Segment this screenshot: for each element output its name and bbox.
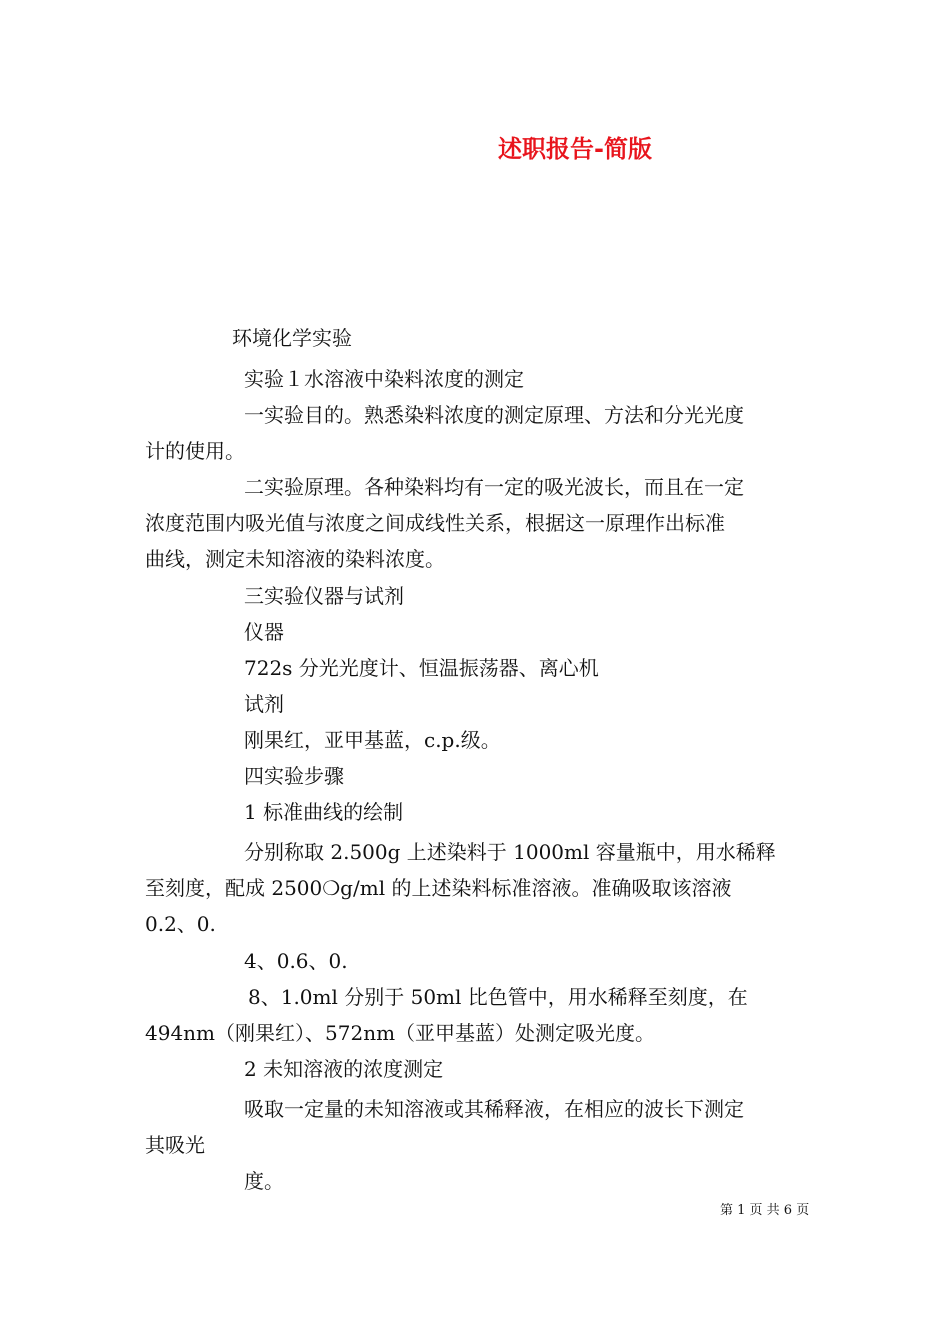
text-line: 曲线，测定未知溶液的染料浓度。 <box>145 547 445 571</box>
text-line: 其吸光 <box>145 1133 205 1157</box>
text-line: 1 标准曲线的绘制 <box>244 800 404 824</box>
text-line: 仪器 <box>244 620 284 644</box>
document-title: 述职报告-简版 <box>498 135 652 163</box>
text-line: 度。 <box>244 1169 284 1193</box>
text-line: 吸取一定量的未知溶液或其稀释液，在相应的波长下测定 <box>244 1097 744 1121</box>
text-line: 一实验目的。熟悉染料浓度的测定原理、方法和分光光度 <box>244 403 744 427</box>
text-line: 至刻度，配成 2500❍g/ml 的上述染料标准溶液。准确吸取该溶液 <box>145 876 732 900</box>
text-line: 实验１水溶液中染料浓度的测定 <box>244 367 524 391</box>
text-line: 8、1.0ml 分别于 50ml 比色管中，用水稀释至刻度，在 <box>248 985 748 1009</box>
text-line: 722s 分光光度计、恒温振荡器、离心机 <box>244 656 599 680</box>
text-line: 浓度范围内吸光值与浓度之间成线性关系，根据这一原理作出标准 <box>145 511 725 535</box>
text-line: 2 未知溶液的浓度测定 <box>244 1057 444 1081</box>
text-line: 分别称取 2.500g 上述染料于 1000ml 容量瓶中，用水稀释 <box>244 840 776 864</box>
text-line: 环境化学实验 <box>232 326 352 350</box>
text-line: 二实验原理。各种染料均有一定的吸光波长，而且在一定 <box>244 475 744 499</box>
text-line: 四实验步骤 <box>244 764 344 788</box>
text-line: 0.2、0. <box>145 912 216 936</box>
text-line: 计的使用。 <box>145 439 245 463</box>
text-line: 494nm（刚果红）、572nm（亚甲基蓝）处测定吸光度。 <box>145 1021 656 1045</box>
page-number: 第 1 页 共 6 页 <box>720 1203 810 1218</box>
text-line: 4、0.6、0. <box>244 949 348 973</box>
text-line: 试剂 <box>244 692 284 716</box>
text-line: 三实验仪器与试剂 <box>244 584 404 608</box>
text-line: 刚果红，亚甲基蓝，c.p.级。 <box>244 728 501 752</box>
